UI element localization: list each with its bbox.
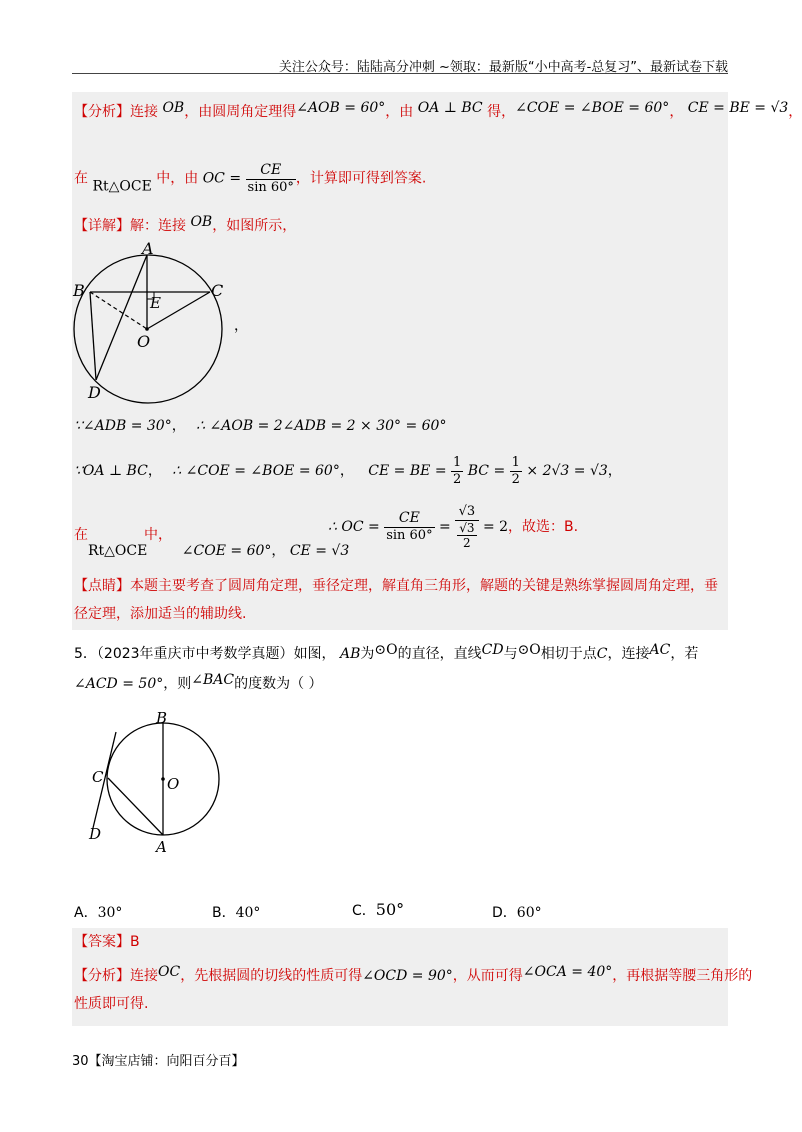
dianjing-line-1: 【点睛】本题主要考查了圆周角定理，垂径定理，解直角三角形，解题的关键是熟练掌握圆周角定理，垂 (74, 578, 718, 594)
fraction-ce-over-sin60: $\frac{CE}{\sin 60^\circ}$ (386, 510, 433, 544)
question-5-line-2: ∠ACD = 50°，则∠BAC的度数为（ ） (74, 672, 323, 692)
detail-in-text: 在 (74, 527, 88, 543)
dianjing-label: 【点睛】 (74, 578, 130, 594)
detail-line-oc-result: ∴ OC = $\frac{CE}{\sin 60^\circ}$ = $\frac{√3}{\frac{√3}{2}}$ = 2，故选：B. (328, 504, 579, 550)
fraction-half-1: $\frac{1}{2}$ (453, 455, 462, 487)
fraction-sqrt3-over-sqrt3-half: $\frac{√3}{\frac{√3}{2}}$ (455, 504, 478, 550)
fraction-half-2: $\frac{1}{2}$ (511, 455, 520, 487)
analysis2-line-2: 性质即可得. (74, 996, 149, 1012)
detail-line-ce-be: ∵OA ⊥ BC， ∴ ∠COE = ∠BOE = 60°， CE = BE = $\frac{1}{2}$ BC = $\frac{1}{2}$ × 2√3 = √3， (74, 455, 622, 487)
fig1-label-e: E (150, 294, 161, 312)
detail-line-1: 【详解】解：连接 OB，如图所示， (74, 214, 297, 234)
detail-label: 【详解】 (74, 218, 130, 234)
detail-line-angle-adb: ∵∠ADB = 30°， ∴ ∠AOB = 2∠ADB = 2 × 30° = 60° (74, 418, 447, 434)
fig2-center-dot (161, 777, 165, 781)
fig1-label-o: O (137, 332, 151, 351)
page-footer: 30【淘宝店铺：向阳百分百】 (72, 1054, 245, 1069)
fig2-label-o: O (167, 775, 180, 793)
option-d: D．60° (492, 905, 542, 921)
fig1-chord-bd (90, 292, 96, 380)
analysis2-line-1: 【分析】连接OC，先根据圆的切线的性质可得∠OCD = 90°，从而可得∠OCA = 40°，再根据等腰三角形的 (74, 964, 753, 984)
option-b: B．40° (212, 905, 261, 921)
page-number: 30 (72, 1054, 89, 1069)
page-header: 关注公众号：陆陆高分冲刺 ~领取：最新版“小中高考-总复习”、最新试卷下载 (278, 60, 728, 75)
option-c: C．50° (352, 900, 405, 919)
fig1-label-b: B (73, 281, 85, 300)
fig1-label-c: C (211, 281, 224, 300)
figure-1-circle-diagram (70, 238, 245, 408)
analysis-label: 【分析】 (74, 104, 130, 120)
fig2-label-a: A (156, 838, 167, 856)
fig2-chord-ac (108, 778, 163, 835)
question-5-line-1: 5．（2023年重庆市中考数学真题）如图， AB为⊙O的直径，直线CD与⊙O相切于点C，连接AC，若 (74, 642, 699, 662)
figure-2-circle-tangent-diagram (80, 708, 230, 858)
fig1-label-a: A (142, 239, 154, 258)
analysis-line-1: 【分析】连接 OB，由圆周角定理得∠AOB = 60°，由 OA ⊥ BC 得，∠COE = ∠BOE = 60°， CE = BE = √3， (74, 100, 802, 120)
answer-line: 【答案】B (74, 934, 140, 950)
fig2-label-c: C (92, 768, 104, 786)
fig2-label-b: B (156, 709, 168, 727)
figure-1-trailing-comma: ， (234, 318, 248, 334)
fig1-chord-ad (96, 255, 147, 380)
detail-mid-text: 中， (144, 527, 172, 543)
dianjing-line-2: 径定理，添加适当的辅助线. (74, 606, 247, 622)
analysis-line-2: 在 Rt△OCE 中，由 OC = $\frac{CE}{\sin 60^\circ}$ ，计算即可得到答案. (74, 162, 427, 195)
fig2-label-d: D (89, 825, 102, 843)
fig1-label-d: D (88, 383, 101, 402)
header-divider (72, 73, 728, 74)
fraction-ce-sin60: $\frac{CE}{\sin 60^\circ}$ (247, 162, 294, 195)
detail-line-rt-ocE: Rt△OCE ∠COE = 60°， CE = √3 (88, 543, 350, 559)
fig1-center-dot (145, 327, 149, 331)
option-a: A．30° (74, 905, 123, 921)
